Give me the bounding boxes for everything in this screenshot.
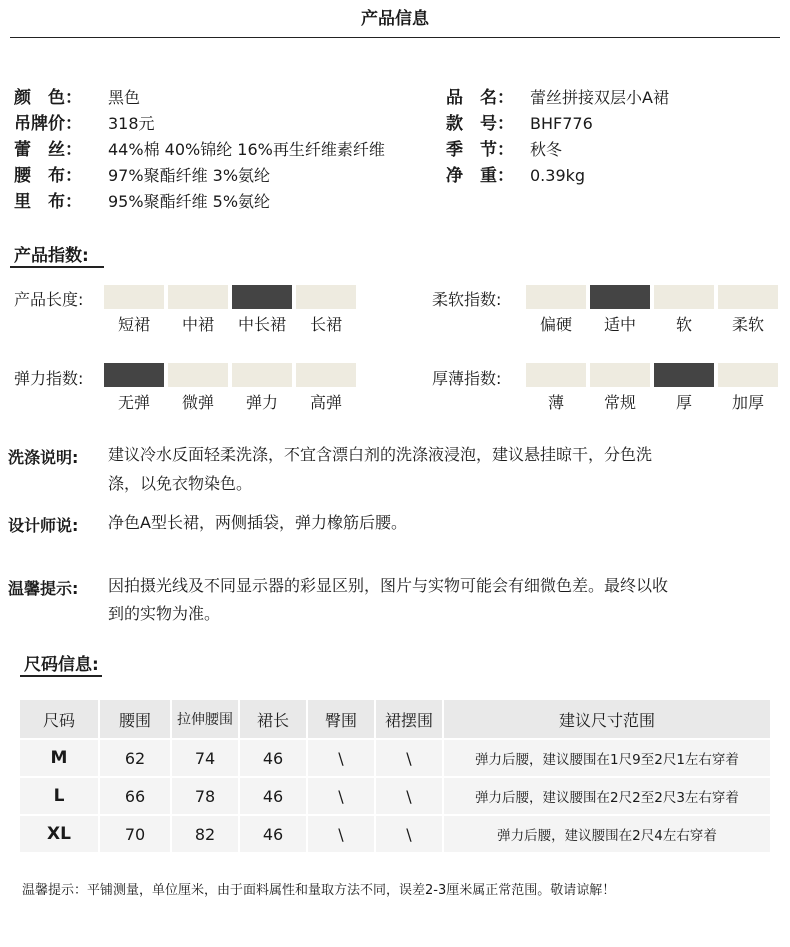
cell-hem: \ (376, 814, 444, 852)
attr-row-lining: 里 布： (14, 192, 82, 212)
indices-heading: 产品指数: (14, 246, 89, 266)
index-option-label: 中裙 (181, 315, 214, 334)
indices-heading-underline (10, 266, 104, 268)
index-option-label: 中长裙 (237, 315, 286, 334)
index-label-thickness: 厚薄指数: (432, 369, 502, 388)
col-header-waist: 腰围 (100, 700, 172, 738)
attr-row-waist: 腰 布： (14, 166, 82, 186)
index-option-label: 薄 (547, 393, 564, 412)
attr-row-color: 颜 色： (14, 88, 82, 108)
attr-row-price: 吊牌价： (14, 114, 82, 134)
table-row (20, 776, 772, 814)
attr-value-season: 秋冬 (530, 140, 563, 159)
cell-hip: \ (308, 814, 376, 852)
index-bar-selected (654, 363, 714, 387)
index-bar (168, 285, 228, 309)
wash-label: 洗涤说明: (8, 448, 79, 467)
title-divider (10, 37, 780, 38)
index-bar (590, 363, 650, 387)
cell-length: 46 (240, 776, 308, 814)
attr-row-name: 品 名： (446, 88, 514, 108)
attr-value-color: 黑色 (108, 88, 141, 107)
index-option-label: 长裙 (309, 315, 342, 334)
cell-size: M (20, 738, 100, 776)
index-bar (168, 363, 228, 387)
attr-row-style-no: 款 号： (446, 114, 514, 134)
index-bar-selected (590, 285, 650, 309)
cell-waist: 66 (100, 776, 172, 814)
attr-value-lace: 44%棉 40%锦纶 16%再生纤维素纤维 (108, 140, 385, 159)
cell-advice: 弹力后腰，建议腰围在1尺9至2尺1左右穿着 (444, 738, 772, 776)
wash-text-line1: 建议冷水反面轻柔洗涤，不宜含漂白剂的洗涤液浸泡，建议悬挂晾干，分色洗 (108, 445, 653, 464)
index-bar (718, 285, 778, 309)
cell-waist: 62 (100, 738, 172, 776)
cell-length: 46 (240, 814, 308, 852)
col-header-stretch-waist: 拉伸腰围 (172, 700, 240, 738)
index-bar-selected (104, 363, 164, 387)
size-heading-underline (20, 675, 102, 677)
attr-value-waist: 97%聚酯纤维 3%氨纶 (108, 166, 271, 185)
table-row (20, 738, 772, 776)
page-title: 产品信息 (361, 9, 429, 29)
wash-text-line2: 涤，以免衣物染色。 (108, 474, 253, 493)
tip-text-line2: 到的实物为准。 (108, 604, 221, 623)
attr-value-lining: 95%聚酯纤维 5%氨纶 (108, 192, 271, 211)
cell-hem: \ (376, 738, 444, 776)
attr-value-price: 318元 (108, 114, 155, 133)
tip-label: 温馨提示: (8, 579, 79, 598)
col-header-hip: 臀围 (308, 700, 376, 738)
index-bar (654, 285, 714, 309)
index-bar-selected (232, 285, 292, 309)
index-bar (296, 363, 356, 387)
attr-value-weight: 0.39kg (530, 166, 586, 185)
cell-hip: \ (308, 776, 376, 814)
index-bar (526, 285, 586, 309)
col-header-advice: 建议尺寸范围 (444, 700, 772, 738)
index-option-label: 加厚 (731, 393, 764, 412)
index-option-label: 软 (675, 315, 692, 334)
index-bar (104, 285, 164, 309)
index-bar (296, 285, 356, 309)
index-option-label: 短裙 (117, 315, 150, 334)
size-table-header (20, 700, 772, 738)
index-label-softness: 柔软指数: (432, 290, 502, 309)
col-header-hem: 裙摆围 (376, 700, 444, 738)
cell-size: XL (20, 814, 100, 852)
cell-advice: 弹力后腰，建议腰围在2尺2至2尺3左右穿着 (444, 776, 772, 814)
cell-stretch-waist: 74 (172, 738, 240, 776)
col-header-size: 尺码 (20, 700, 100, 738)
attr-row-season: 季 节： (446, 140, 514, 160)
size-table (20, 700, 772, 852)
attr-row-weight: 净 重： (446, 166, 514, 186)
index-option-label: 高弹 (309, 393, 342, 412)
index-option-label: 微弹 (181, 393, 214, 412)
index-bar (526, 363, 586, 387)
index-bar (718, 363, 778, 387)
cell-waist: 70 (100, 814, 172, 852)
cell-hem: \ (376, 776, 444, 814)
cell-stretch-waist: 78 (172, 776, 240, 814)
attr-value-name: 蕾丝拼接双层小A裙 (530, 88, 669, 107)
col-header-length: 裙长 (240, 700, 308, 738)
index-bar (232, 363, 292, 387)
cell-hip: \ (308, 738, 376, 776)
cell-advice: 弹力后腰，建议腰围在2尺4左右穿着 (444, 814, 772, 852)
size-heading: 尺码信息: (24, 655, 99, 675)
attr-value-style-no: BHF776 (530, 114, 593, 133)
cell-length: 46 (240, 738, 308, 776)
index-label-length: 产品长度: (14, 290, 84, 309)
index-option-label: 偏硬 (539, 315, 572, 334)
index-option-label: 弹力 (245, 393, 278, 412)
attr-row-lace: 蕾 丝： (14, 140, 82, 160)
index-option-label: 柔软 (731, 315, 764, 334)
designer-label: 设计师说: (8, 516, 79, 535)
tip-text-line1: 因拍摄光线及不同显示器的彩显区别，图片与实物可能会有细微色差。最终以收 (108, 576, 669, 595)
table-row (20, 814, 772, 852)
index-option-label: 常规 (603, 393, 636, 412)
footnote: 温馨提示：平铺测量，单位厘米，由于面料属性和量取方法不同，误差2-3厘米属正常范围。敬请谅解！ (22, 883, 616, 898)
index-label-elasticity: 弹力指数: (14, 369, 84, 388)
index-option-label: 适中 (603, 315, 636, 334)
index-option-label: 厚 (675, 393, 692, 412)
designer-text: 净色A型长裙，两侧插袋，弹力橡筋后腰。 (108, 513, 407, 532)
cell-size: L (20, 776, 100, 814)
cell-stretch-waist: 82 (172, 814, 240, 852)
index-option-label: 无弹 (117, 393, 150, 412)
